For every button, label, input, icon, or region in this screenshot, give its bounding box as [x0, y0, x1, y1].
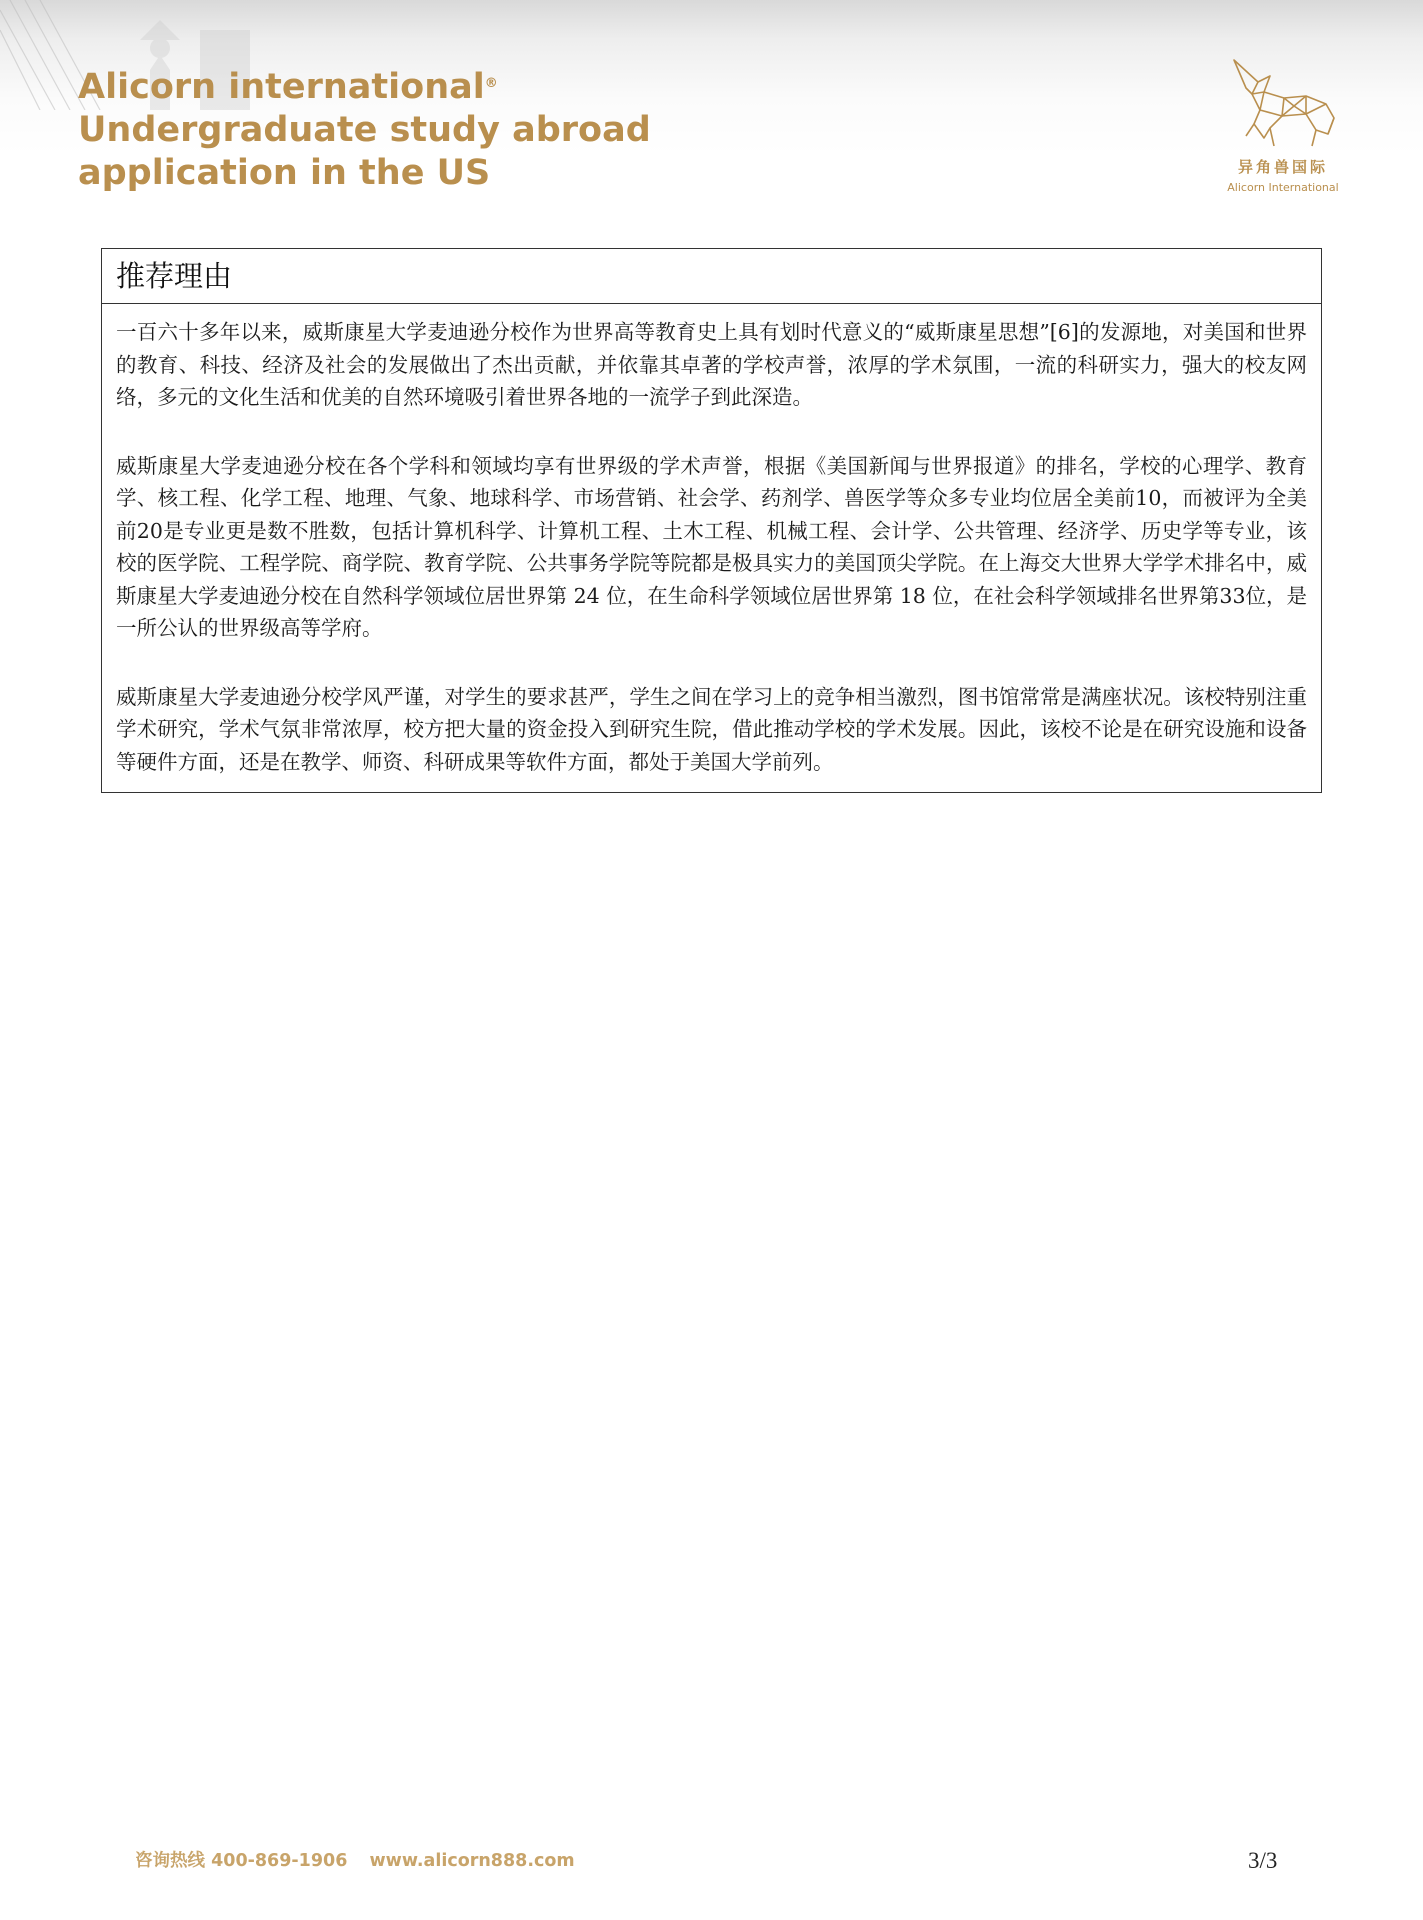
paragraph-rankings: 威斯康星大学麦迪逊分校在各个学科和领域均享有世界级的学术声誉，根据《美国新闻与世界报道》的排名，学校的心理学、教育学、核工程、化学工程、地理、气象、地球科学、市场营销、社会学、药剂学、兽医学等众多专业均位居全美前10，而被评为全美前20是专业更是数不胜数，包括计算机科学、计算机工程、土木工程、机械工程、会计学、公共管理、经济学、历史学等专业，该校的医学院、工程学院、商学院、教育学院、公共事务学院等院都是极具实力的美国顶尖学院。在上海交大世界大学学术排名中，威斯康星大学麦迪逊分校在自然科学领域位居世界第 24 位，在生命科学领域位居世界第 18 位，在社会科学领域排名世界第33位，是一所公认的世界级高等学府。 — [116, 453, 1307, 640]
page-number: 3/3 — [1248, 1848, 1278, 1873]
hotline-text: 咨询热线 400-869-1906 — [135, 1851, 348, 1871]
brand-title-line3: application in the US — [78, 153, 491, 193]
section-body — [102, 304, 1321, 792]
logo-name-en: Alicorn International — [1227, 181, 1339, 194]
alicorn-logo — [1208, 58, 1358, 206]
paragraph-academics: 威斯康星大学麦迪逊分校学风严谨，对学生的要求甚严，学生之间在学习上的竞争相当激烈，图书馆常常是满座状况。该校特别注重学术研究，学术气氛非常浓厚，校方把大量的资金投入到研究生院，借此推动学校的学术发展。因此，该校不论是在研究设施和设备等硬件方面，还是在教学、师资、科研成果等软件方面，都处于美国大学前列。 — [116, 684, 1307, 774]
website-link[interactable]: www.alicorn888.com — [369, 1851, 575, 1871]
unicorn-icon — [1224, 58, 1342, 150]
registered-mark: ® — [484, 76, 498, 91]
brand-title-line2: Undergraduate study abroad — [78, 110, 651, 150]
section-title: 推荐理由 — [102, 249, 1321, 304]
footer-contact — [135, 1847, 591, 1872]
brand-title-line1: Alicorn international — [78, 67, 485, 107]
paragraph-history: 一百六十多年以来，威斯康星大学麦迪逊分校作为世界高等教育史上具有划时代意义的“威斯康星思想”[6]的发源地，对美国和世界的教育、科技、经济及社会的发展做出了杰出贡献，并依靠其卓著的学校声誉，浓厚的学术氛围，一流的科研实力，强大的校友网络，多元的文化生活和优美的自然环境吸引着世界各地的一流学子到此深造。 — [116, 320, 1307, 409]
recommendation-box — [101, 248, 1322, 793]
brand-title — [78, 66, 651, 195]
logo-name-cn: 异角兽国际 — [1237, 158, 1328, 176]
